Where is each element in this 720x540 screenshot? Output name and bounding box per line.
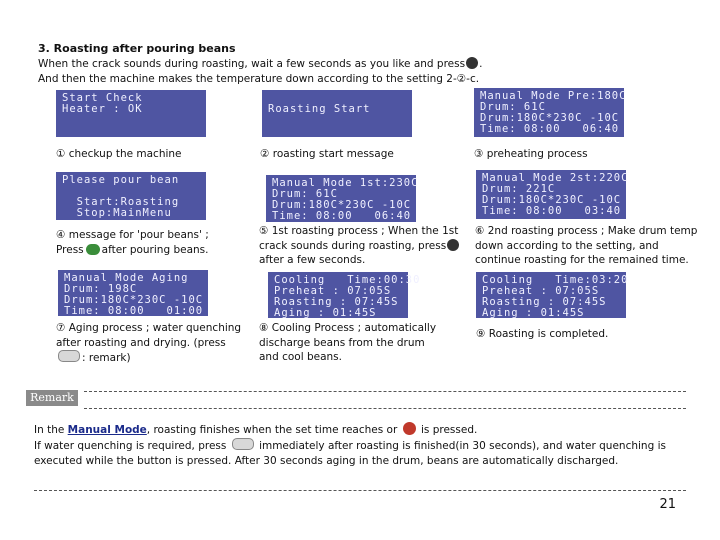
caption-3: ③ preheating process xyxy=(474,148,588,160)
remark-badge: Remark xyxy=(26,390,78,406)
screen-line: Please pour bean xyxy=(62,174,180,186)
screen-line: Time: 08:00 03:40 xyxy=(482,205,622,217)
remark-p1-end: is pressed. xyxy=(420,424,478,436)
stop-button-icon xyxy=(403,422,416,435)
intro-line2: And then the machine makes the temperature down according to the setting 2-②-c. xyxy=(38,73,480,85)
screen-line: Time: 08:00 01:00 xyxy=(64,305,204,317)
screen-line: Preheat : 07:05S xyxy=(482,285,600,297)
page-number: 21 xyxy=(659,497,676,512)
lcd-screen-3 xyxy=(474,88,627,137)
screen-line: Manual Mode 2st:220C xyxy=(482,172,629,184)
start-button-icon xyxy=(86,244,100,255)
screen-line: Start Check xyxy=(62,92,143,104)
screen-line: Roasting Start xyxy=(268,103,371,115)
screen-line: Cooling Time:03:20 xyxy=(482,274,629,286)
cool-button-icon xyxy=(232,438,254,450)
footer-divider xyxy=(34,490,686,491)
screen-line: Drum: 61C xyxy=(480,101,546,113)
caption-4-line1: ④ message for 'pour beans' ; xyxy=(56,229,209,241)
section-heading: 3. Roasting after pouring beans xyxy=(38,42,236,55)
caption-5-end: after a few seconds. xyxy=(259,254,366,266)
caption-4 xyxy=(56,228,246,257)
caption-5 xyxy=(259,224,464,268)
caption-6: ⑥ 2nd roasting process ; Make drum temp down according to the setting, and continue roasting for the remained time. xyxy=(475,225,698,266)
screen-line: Drum:180C*230C -10C xyxy=(480,112,620,124)
screen-line: Heater : OK xyxy=(62,103,143,115)
machine-button-icon xyxy=(466,57,478,69)
lcd-screen-4 xyxy=(56,172,206,220)
screen-line: Drum: 198C xyxy=(64,283,138,295)
screen-line: Drum:180C*230C -10C xyxy=(272,199,412,211)
lcd-screen-6 xyxy=(476,170,629,219)
screen-line: Time: 08:00 06:40 xyxy=(272,210,412,222)
intro-line1-end: . xyxy=(479,58,483,70)
machine-button-icon xyxy=(447,239,459,251)
lcd-screen-9 xyxy=(476,272,629,319)
remark-p1: In the xyxy=(34,424,65,436)
caption-1: ① checkup the machine xyxy=(56,148,182,160)
screen-line: Roasting : 07:45S xyxy=(482,296,607,308)
caption-2: ② roasting start message xyxy=(260,148,394,160)
caption-9: ⑨ Roasting is completed. xyxy=(476,328,609,340)
lcd-screen-5 xyxy=(266,175,419,222)
caption-7-end: : remark) xyxy=(82,352,131,364)
lcd-screen-1 xyxy=(56,90,206,137)
screen-line: Manual Mode 1st:230C xyxy=(272,177,419,189)
screen-line: Drum: 61C xyxy=(272,188,338,200)
intro-line1: When the crack sounds during roasting, wait a few seconds as you like and press xyxy=(38,58,466,70)
caption-7 xyxy=(56,321,246,366)
screen-line: Preheat : 07:05S xyxy=(274,285,392,297)
remark-p1-mid: , roasting finishes when the set time reaches or xyxy=(146,424,398,436)
remark-p2: If water quenching is required, press xyxy=(34,440,227,452)
remark-p2-end: immediately after roasting is finished(in 30 seconds), and water quenching is executed while the button is pressed. After 30 seconds aging in the drum, beans are automatically discharged. xyxy=(34,440,666,467)
screen-line: Time: 08:00 06:40 xyxy=(480,123,620,135)
screen-line: Aging : 01:45S xyxy=(482,307,585,319)
caption-4-press: Press xyxy=(56,243,84,256)
screen-line: Manual Mode Aging xyxy=(64,272,189,284)
screen-line: Aging : 01:45S xyxy=(274,307,377,319)
caption-8: ⑧ Cooling Process ; automatically discharge beans from the drum and cool beans. xyxy=(259,322,437,363)
screen-line: Start:Roasting xyxy=(62,196,180,208)
caption-5-text: ⑤ 1st roasting process ; When the 1st crack sounds during roasting, press xyxy=(259,225,459,252)
cool-button-icon xyxy=(58,350,80,362)
caption-7-text: ⑦ Aging process ; water quenching after roasting and drying. (press xyxy=(56,322,242,349)
screen-line: Stop:MainMenu xyxy=(62,207,172,219)
remark-divider-under xyxy=(84,408,686,409)
screen-line: Roasting : 07:45S xyxy=(274,296,399,308)
screen-line: Cooling Time:00:30 xyxy=(274,274,421,286)
screen-line: Drum: 221C xyxy=(482,183,556,195)
remark-text xyxy=(34,422,684,469)
intro-text xyxy=(38,57,482,87)
lcd-screen-8 xyxy=(268,272,421,319)
screen-line: Manual Mode Pre:180C xyxy=(480,90,627,102)
manual-mode-term: Manual Mode xyxy=(67,424,147,436)
lcd-screen-2 xyxy=(262,90,412,137)
screen-line: Drum:180C*230C -10C xyxy=(64,294,204,306)
lcd-screen-7 xyxy=(58,270,208,316)
remark-divider-top xyxy=(84,391,686,392)
screen-line: Drum:180C*230C -10C xyxy=(482,194,622,206)
caption-4-end: after pouring beans. xyxy=(101,243,209,256)
